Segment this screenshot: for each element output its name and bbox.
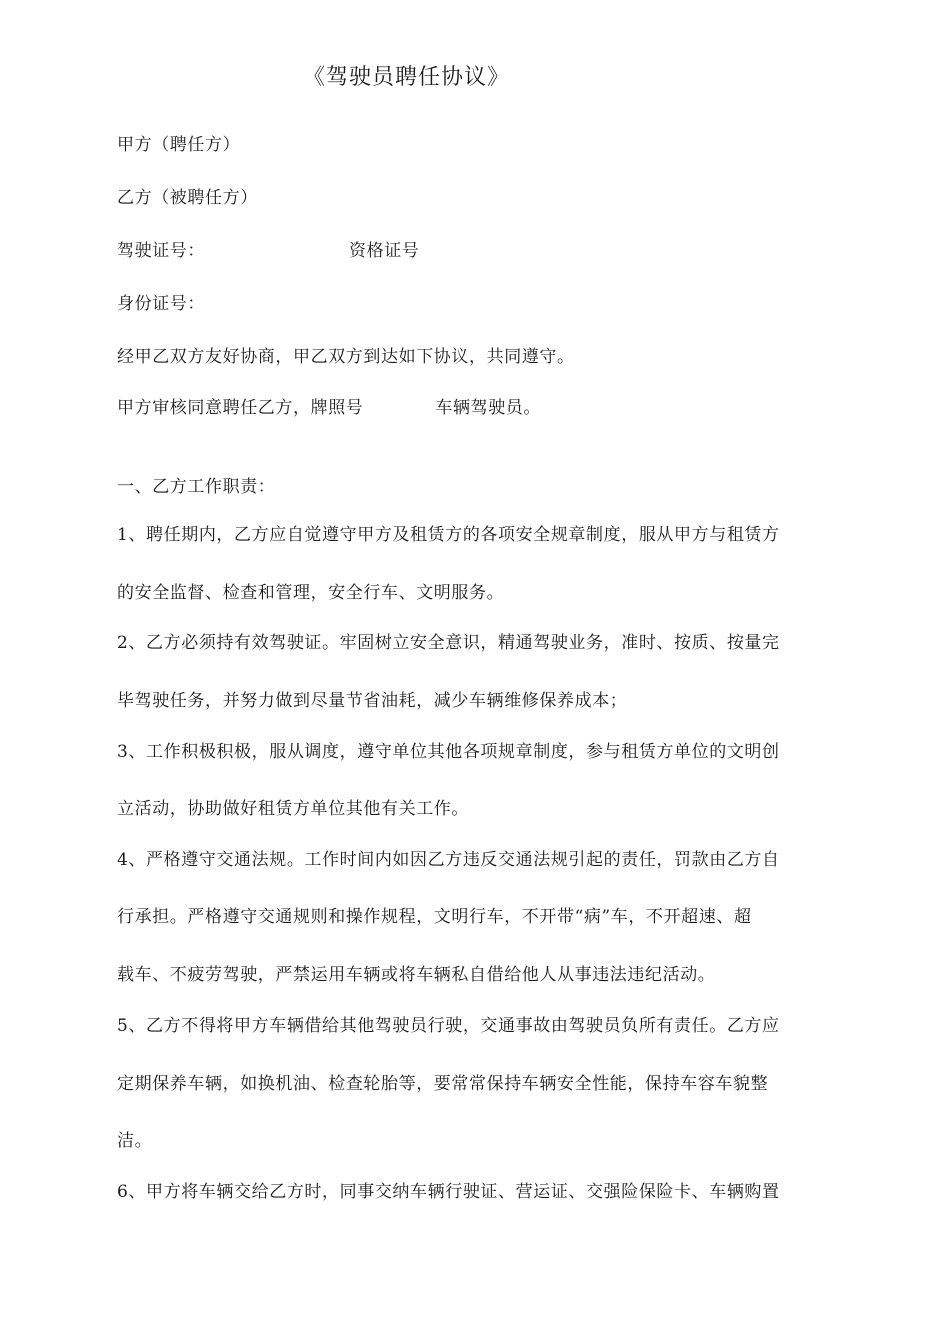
- clause-line: 5、乙方不得将甲方车辆借给其他驾驶员行驶，交通事故由驾驶员负所有责任。乙方应: [117, 1016, 780, 1036]
- qualification-label: 资格证号: [349, 241, 420, 261]
- hire-prefix: 甲方审核同意聘任乙方，牌照号: [117, 398, 364, 418]
- section-heading: 一、乙方工作职责：: [117, 477, 276, 497]
- license-line: [117, 239, 419, 263]
- clause-line: 洁。: [117, 1131, 153, 1151]
- id-line: 身份证号：: [117, 294, 205, 314]
- clause-line: 4、严格遵守交通法规。工作时间内如因乙方违反交通法规引起的责任，罚款由乙方自: [117, 850, 780, 870]
- clause-line: 1、聘任期内，乙方应自觉遵守甲方及租赁方的各项安全规章制度，服从甲方与租赁方: [117, 525, 780, 545]
- party-a-line: 甲方（聘任方）: [117, 135, 241, 155]
- clause-line: 定期保养车辆，如换机油、检查轮胎等，要常常保持车辆安全性能，保持车容车貌整: [117, 1074, 769, 1094]
- clause-line: 2、乙方必须持有效驾驶证。牢固树立安全意识，精通驾驶业务，准时、按质、按量完: [117, 633, 780, 653]
- clause-line: 载车、不疲劳驾驶，严禁运用车辆或将车辆私自借给他人从事违法违纪活动。: [117, 965, 716, 985]
- hire-line: [117, 396, 541, 420]
- hire-suffix: 车辆驾驶员。: [435, 398, 542, 418]
- agreement-intro: 经甲乙双方友好协商，甲乙双方到达如下协议，共同遵守。: [117, 347, 575, 367]
- clause-line: 立活动，协助做好租赁方单位其他有关工作。: [117, 799, 469, 819]
- clause-line: 毕驾驶任务，并努力做到尽量节省油耗，减少车辆维修保养成本；: [117, 691, 628, 711]
- license-label: 驾驶证号：: [117, 241, 205, 261]
- clause-line: 3、工作积极积极，服从调度，遵守单位其他各项规章制度，参与租赁方单位的文明创: [117, 742, 780, 762]
- document-title: 《驾驶员聘任协议》: [303, 65, 511, 90]
- clause-line: 6、甲方将车辆交给乙方时，同事交纳车辆行驶证、营运证、交强险保险卡、车辆购置: [117, 1182, 780, 1202]
- clause-line: 的安全监督、检查和管理，安全行车、文明服务。: [117, 583, 505, 603]
- clause-line: 行承担。严格遵守交通规则和操作规程，文明行车，不开带“病”车，不开超速、超: [117, 907, 752, 927]
- party-b-line: 乙方（被聘任方）: [117, 188, 258, 208]
